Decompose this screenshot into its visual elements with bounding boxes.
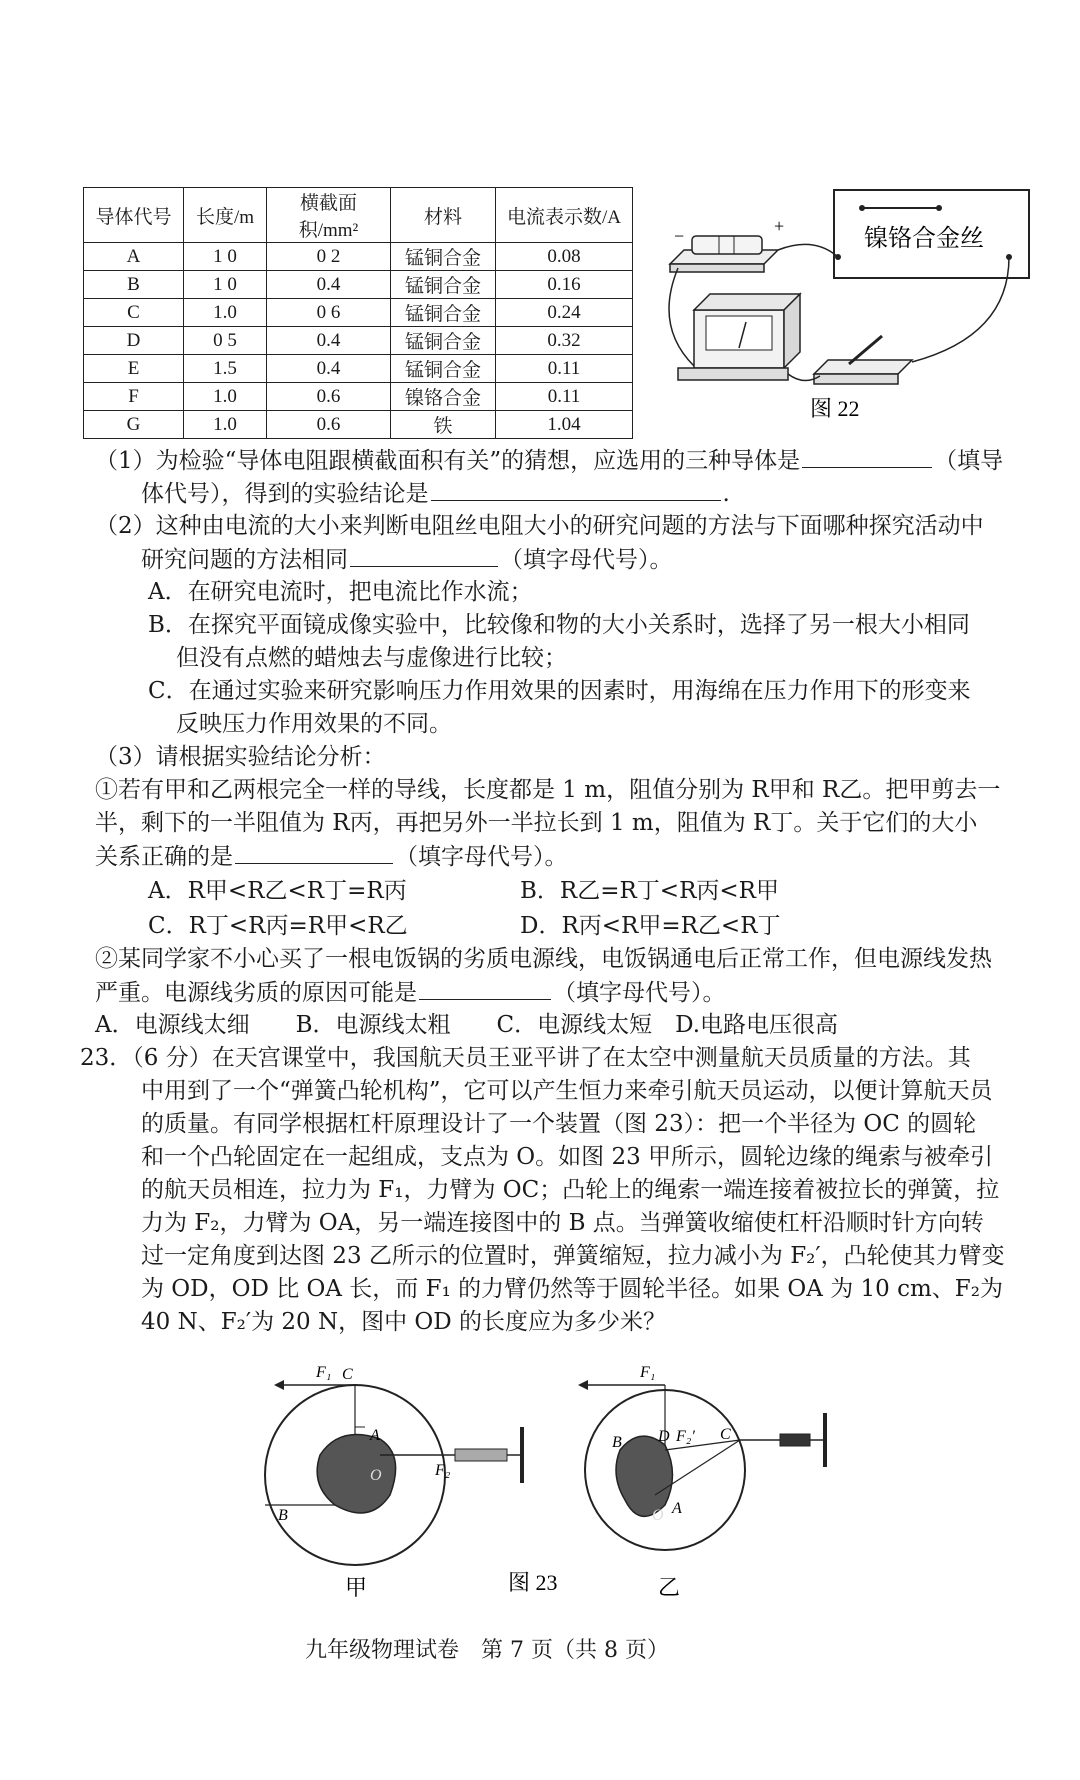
table-cell: 1 0 [184, 243, 267, 271]
table-cell: A [84, 243, 184, 271]
table-header: 导体代号 [84, 188, 184, 243]
table-cell: 锰铜合金 [391, 355, 496, 383]
table-cell: 0.6 [267, 411, 391, 439]
q23-line-9: 40 N、F₂′为 20 N，图中 OD 的长度应为多少米？ [141, 1309, 667, 1335]
svg-text:A: A [370, 1427, 380, 1444]
table-header: 长度/m [184, 188, 267, 243]
figure-23-right-label: 乙 [658, 1575, 681, 1600]
conductor-data-table [83, 187, 633, 439]
q2-option-b-2: 但没有点燃的蜡烛去与虚像进行比较； [176, 645, 567, 671]
q2-line-2: 研究问题的方法相同 （填字母代号）。 [141, 544, 673, 575]
table-cell: 0.4 [267, 327, 391, 355]
q2-option-c-1: C．在通过实验来研究影响压力作用效果的因素时，用海绵在压力作用下的形变来 [148, 678, 971, 704]
svg-text:F₂′: F₂′ [676, 1428, 695, 1445]
switch [814, 336, 912, 384]
q3-p2-options: A．电源线太细 B．电源线太粗 C．电源线太短 D.电路电压很高 [95, 1012, 839, 1038]
answer-blank [235, 841, 393, 864]
figure-23-caption: 图 23 [508, 1570, 558, 1595]
q2-option-a: A．在研究电流时，把电流比作水流； [148, 579, 533, 605]
table-cell: F [84, 383, 184, 411]
battery [670, 216, 784, 272]
figure-22-circuit [664, 186, 1044, 426]
figure-23-right [578, 1364, 825, 1600]
svg-text:−: − [674, 226, 685, 246]
table-cell: 锰铜合金 [391, 299, 496, 327]
q2-option-c-2: 反映压力作用效果的不同。 [176, 711, 452, 737]
svg-text:O: O [370, 1467, 382, 1484]
answer-blank [431, 478, 721, 501]
svg-text:B: B [612, 1434, 622, 1451]
q23-line-3: 的质量。有同学根据杠杆原理设计了一个装置（图 23）：把一个半径为 OC 的圆轮 [141, 1111, 977, 1137]
answer-blank [419, 977, 551, 1000]
table-cell: G [84, 411, 184, 439]
q3-option-c: C．R丁<R丙=R甲<R乙 [148, 913, 408, 939]
table-cell: 1.0 [184, 411, 267, 439]
svg-text:+: + [774, 216, 785, 236]
q3-p1-line-3: 关系正确的是 （填字母代号）。 [95, 841, 568, 872]
figure-23-left-label: 甲 [345, 1575, 368, 1600]
q3-p1-line-1: ①若有甲和乙两根完全一样的导线，长度都是 1 m，阻值分别为 R甲和 R乙。把甲剪去一 [95, 777, 1001, 803]
q23-line-2: 中用到了一个“弹簧凸轮机构”，它可以产生恒力来牵引航天员运动，以便计算航天员 [141, 1078, 993, 1104]
page-footer: 九年级物理试卷 第 7 页（共 8 页） [305, 1638, 669, 1663]
table-row [84, 299, 633, 327]
table-cell: 0.6 [267, 383, 391, 411]
table-header: 材料 [391, 188, 496, 243]
nichrome-wire-label: 镍铬合金丝 [864, 226, 984, 252]
svg-text:F₁: F₁ [316, 1364, 332, 1381]
table-cell: 0.32 [496, 327, 633, 355]
table-row [84, 383, 633, 411]
q23-line-7: 过一定角度到达图 23 乙所示的位置时，弹簧缩短，拉力减小为 F₂′，凸轮使其力臂变 [141, 1243, 1005, 1269]
figure-22-caption: 图 22 [810, 396, 860, 421]
table-header-row [84, 188, 633, 243]
table-cell: 锰铜合金 [391, 271, 496, 299]
table-cell: 0.11 [496, 355, 633, 383]
q3-p2-line-1: ②某同学家不小心买了一根电饭锅的劣质电源线，电饭锅通电后正常工作，但电源线发热 [95, 946, 992, 972]
q3-p2-line-2: 严重。电源线劣质的原因可能是 （填字母代号）。 [95, 977, 726, 1008]
q23-line-4: 和一个凸轮固定在一起组成，支点为 O。如图 23 甲所示，圆轮边缘的绳索与被牵引 [141, 1144, 994, 1170]
table-cell: C [84, 299, 184, 327]
svg-text:A: A [672, 1500, 682, 1517]
table-cell: 1.0 [184, 299, 267, 327]
q3-p1-line-2: 半，剩下的一半阻值为 R丙，再把另外一半拉长到 1 m，阻值为 R丁。关于它们的大小 [95, 810, 978, 836]
table-row [84, 355, 633, 383]
svg-text:F₁: F₁ [640, 1364, 656, 1381]
table-cell: 镍铬合金 [391, 383, 496, 411]
table-cell: 0.4 [267, 271, 391, 299]
table-cell: 0 6 [267, 299, 391, 327]
svg-text:O: O [652, 1507, 664, 1524]
answer-blank [350, 544, 498, 567]
svg-text:D: D [658, 1428, 670, 1445]
table-cell: 0.16 [496, 271, 633, 299]
table-row [84, 327, 633, 355]
table-cell: 锰铜合金 [391, 327, 496, 355]
q3-option-a: A．R甲<R乙<R丁=R丙 [148, 878, 407, 904]
q23-line-8: 为 OD，OD 比 OA 长，而 F₁ 的力臂仍然等于圆轮半径。如果 OA 为 10 cm、F₂为 [141, 1276, 1003, 1302]
q3-option-d: D．R丙<R甲=R乙<R丁 [520, 913, 781, 939]
table-row [84, 243, 633, 271]
table-row [84, 411, 633, 439]
q23-line-5: 的航天员相连，拉力为 F₁，力臂为 OC；凸轮上的绳索一端连接着被拉长的弹簧，拉 [141, 1177, 1000, 1203]
table-cell: 锰铜合金 [391, 243, 496, 271]
q23-line-1: 23．（6 分）在天宫课堂中，我国航天员王亚平讲了在太空中测量航天员质量的方法。其 [80, 1045, 971, 1071]
cam [317, 1435, 395, 1513]
table-cell: D [84, 327, 184, 355]
svg-text:B: B [278, 1507, 288, 1524]
table-cell: B [84, 271, 184, 299]
figure-23-left [265, 1364, 522, 1600]
answer-blank [802, 445, 932, 468]
table-cell: 铁 [391, 411, 496, 439]
table-cell: 0.24 [496, 299, 633, 327]
table-cell: 1 0 [184, 271, 267, 299]
table-header: 横截面积/mm² [267, 188, 391, 243]
cam [616, 1436, 673, 1516]
table-header: 电流表示数/A [496, 188, 633, 243]
table-cell: 0 2 [267, 243, 391, 271]
table-cell: 1.04 [496, 411, 633, 439]
ammeter [678, 294, 800, 380]
table-cell: E [84, 355, 184, 383]
table-cell: 0.08 [496, 243, 633, 271]
svg-text:F₂: F₂ [435, 1462, 451, 1479]
svg-text:C: C [720, 1426, 731, 1443]
svg-text:C: C [342, 1366, 353, 1383]
q23-line-6: 力为 F₂，力臂为 OA，另一端连接图中的 B 点。当弹簧收缩使杠杆沿顺时针方向转 [141, 1210, 984, 1236]
q2-line-1: （2）这种由电流的大小来判断电阻丝电阻大小的研究问题的方法与下面哪种探究活动中 [95, 513, 984, 539]
q1-line-2: 体代号），得到的实验结论是 . [141, 478, 730, 509]
table-cell: 1.5 [184, 355, 267, 383]
table-row [84, 271, 633, 299]
q3-title: （3）请根据实验结论分析： [95, 744, 386, 770]
q2-option-b-1: B．在探究平面镜成像实验中，比较像和物的大小关系时，选择了另一根大小相同 [148, 612, 970, 638]
table-cell: 0.4 [267, 355, 391, 383]
q1-line-1: （1）为检验“导体电阻跟横截面积有关”的猜想，应选用的三种导体是 （填导 [95, 445, 1003, 476]
table-cell: 1.0 [184, 383, 267, 411]
figure-23-cam-mechanism [260, 1355, 860, 1605]
q3-option-b: B．R乙=R丁<R丙<R甲 [520, 878, 779, 904]
table-cell: 0 5 [184, 327, 267, 355]
table-cell: 0.11 [496, 383, 633, 411]
